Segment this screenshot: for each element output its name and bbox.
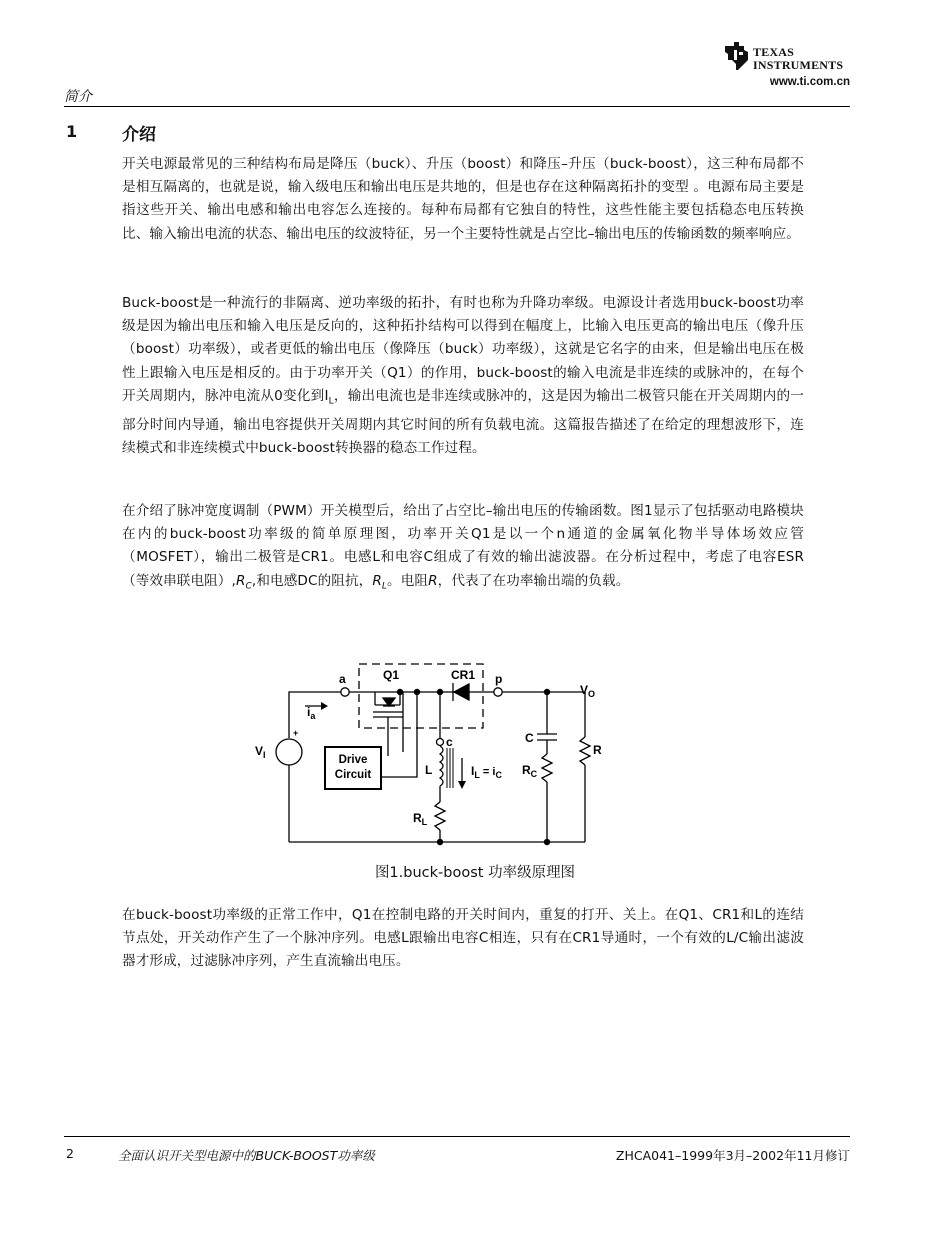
- current-arrow-ia: [321, 702, 328, 710]
- buck-boost-schematic: [255, 662, 602, 848]
- label-il: $I_L = i_C$: [471, 764, 502, 780]
- logo-text-instruments: INSTRUMENTS: [753, 58, 844, 72]
- label-cr1: CR1: [451, 668, 476, 682]
- ti-logo-icon: [722, 40, 752, 72]
- voltage-source: [276, 739, 302, 765]
- label-rl: $R_L$: [413, 811, 428, 827]
- ti-logo: [722, 40, 852, 74]
- node-p: [494, 688, 502, 696]
- paragraph-4: 在buck-boost功率级的正常工作中，Q1在控制电路的开关时间内，重复的打开、关上。在Q1、CR1和L的连结节点处，开关动作产生了一个脉冲序列。电感L跟输出电容C相连，只有在CR1导通时，一个有效的L/C输出滤波器才形成，过滤脉冲序列，产生直流输出电压。: [122, 907, 804, 970]
- current-arrow-il: [458, 781, 466, 789]
- figure-caption: 图1.buck-boost 功率级原理图: [374, 865, 576, 881]
- paragraph-3: 在介绍了脉冲宽度调制（PWM）开关模型后，给出了占空比–输出电压的传输函数。图1显示了包括驱动电路模块在内的buck-boost功率级的简单原理图，功率开关Q1是以一个n通道的金属氧化物半导体场效应管（MOSFET），输出二极管是CR1。电感L和电容C组成了有效的输出滤波器。在分析过程中，考虑了电容ESR（等效串联电阻）$,R_C$,和电感DC的阻抗，$R_L$。电阻R，代表了在功率输出端的负载。: [122, 503, 804, 592]
- label-q1: Q1: [383, 668, 400, 682]
- footer-rule: [64, 1136, 850, 1137]
- node-c: [437, 739, 444, 746]
- section-label: 简介: [64, 89, 92, 105]
- drive-label-1: Drive: [338, 754, 368, 766]
- diode-cr1: [454, 684, 469, 700]
- footer-doc-title: 全面认识开关型电源中的BUCK-BOOST功率级: [118, 1148, 375, 1163]
- drive-label-2: Circuit: [334, 769, 372, 781]
- load-resistor: [580, 737, 590, 765]
- section-number: 1: [66, 122, 78, 141]
- label-a: a: [339, 672, 346, 686]
- resistor-rc: [542, 754, 552, 782]
- logo-text-texas: TEXAS: [753, 45, 795, 59]
- label-ia: $i_a$: [307, 705, 316, 721]
- label-cap-c: C: [525, 731, 534, 745]
- paragraph-2: Buck-boost是一种流行的非隔离、逆功率级的拓扑，有时也称为升降功率级。电源设计者选用buck-boost功率级是因为输出电压和输入电压是反向的，这种拓扑结构可以得到在幅度上，比输入电压更高的输出电压（像升压（boost）功率级），或者更低的输出电压（像降压（buck）功率级），这就是它名字的由来，但是输出电压在极性上跟输入电压是相反的。由于功率开关（Q1）的作用，buck-boost的输入电流是非连续的或脉冲的，在每个开关周期内，脉冲电流从0变化到$I_L$，输出电流也是非连续或脉冲的，这是因为输出二极管只能在开关周期内的一部分时间内导通，输出电容提供开关周期内其它时间的所有负载电流。这篇报告描述了在给定的理想波形下，连续模式和非连续模式中buck-boost转换器的稳态工作过程。: [122, 295, 804, 456]
- label-node-c: c: [446, 735, 453, 749]
- label-l: L: [425, 763, 433, 777]
- section-title: 介绍: [122, 125, 156, 145]
- inductor-l: [440, 746, 443, 786]
- footer-doc-id: ZHCA041–1999年3月–2002年11月修订: [615, 1148, 850, 1163]
- resistor-rl: [435, 802, 445, 830]
- label-r: R: [593, 743, 602, 757]
- label-vi: $V_I$: [255, 744, 266, 760]
- header-rule: [64, 106, 850, 107]
- label-p: p: [495, 672, 503, 686]
- node-a: [341, 688, 349, 696]
- label-rc: $R_C$: [522, 763, 538, 779]
- paragraph-1: 开关电源最常见的三种结构布局是降压（buck）、升压（boost）和降压–升压（buck-boost），这三种布局都不是相互隔离的，也就是说，输入级电压和输出电压是共地的，但是也存在这种隔离拓扑的变型 。电源布局主要是指这些开关、输出电感和输出电容怎么连接的。每种布局都有它独自的特性，这些性能主要包括稳态电压转换比、输入输出电流的状态、输出电压的纹波特征，另一个主要特性就是占空比–输出电压的传输函数的频率响应。: [122, 156, 804, 242]
- page-number: 2: [66, 1146, 74, 1161]
- website-link[interactable]: www.ti.com.cn: [769, 76, 850, 88]
- label-plus: +: [293, 728, 299, 738]
- label-vo: $V_O$: [579, 683, 595, 699]
